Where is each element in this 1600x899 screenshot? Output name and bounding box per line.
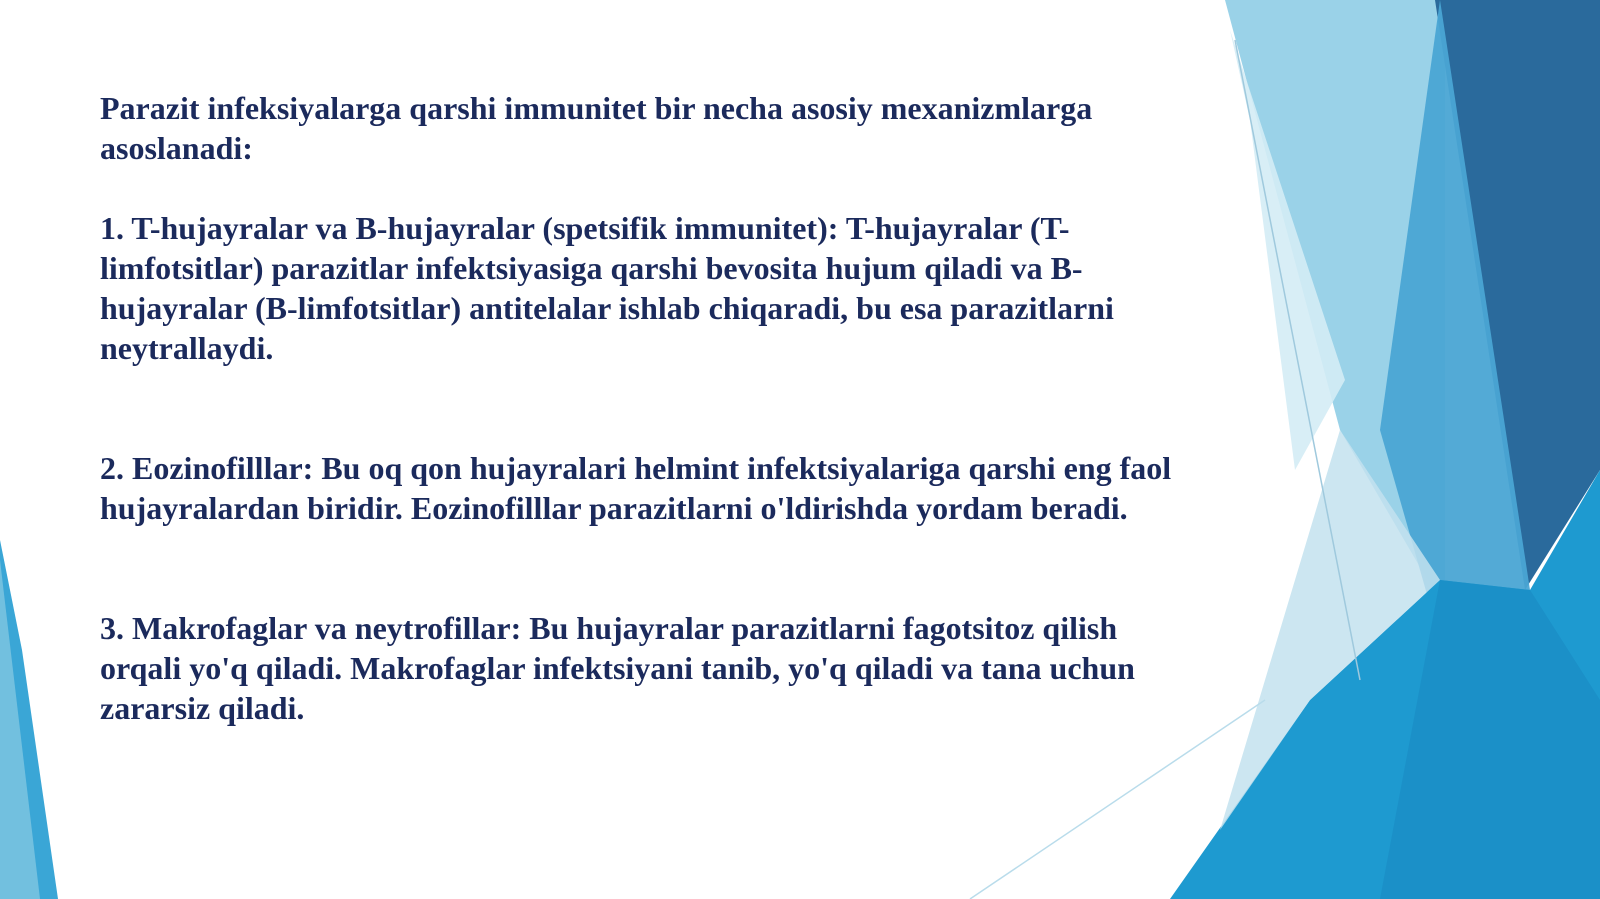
list-item: 2. Eozinofilllar: Bu oq qon hujayralari helmint infektsiyalariga qarshi eng faol hujayralardan biridir. Eozinofilllar parazitlarni o'ldirishda yordam beradi. xyxy=(100,450,1172,526)
slide-body xyxy=(100,88,1200,728)
list-item: 1. T-hujayralar va B-hujayralar (spetsifik immunitet): T-hujayralar (T-limfotsitlar) parazitlar infektsiyasiga qarshi bevosita hujum qiladi va B-hujayralar (B-limfotsitlar) antitelalar ishlab chiqaradi, bu esa parazitlarni neytrallaydi. xyxy=(100,210,1114,366)
list-item: 3. Makrofaglar va neytrofillar: Bu hujayralar parazitlarni fagotsitoz qilish orqali yo'q qiladi. Makrofaglar infektsiyani tanib, yo'q qiladi va tana uchun zararsiz qiladi. xyxy=(100,610,1135,726)
intro-paragraph: Parazit infeksiyalarga qarshi immunitet bir necha asosiy mexanizmlarga asoslanadi: xyxy=(100,90,1093,166)
